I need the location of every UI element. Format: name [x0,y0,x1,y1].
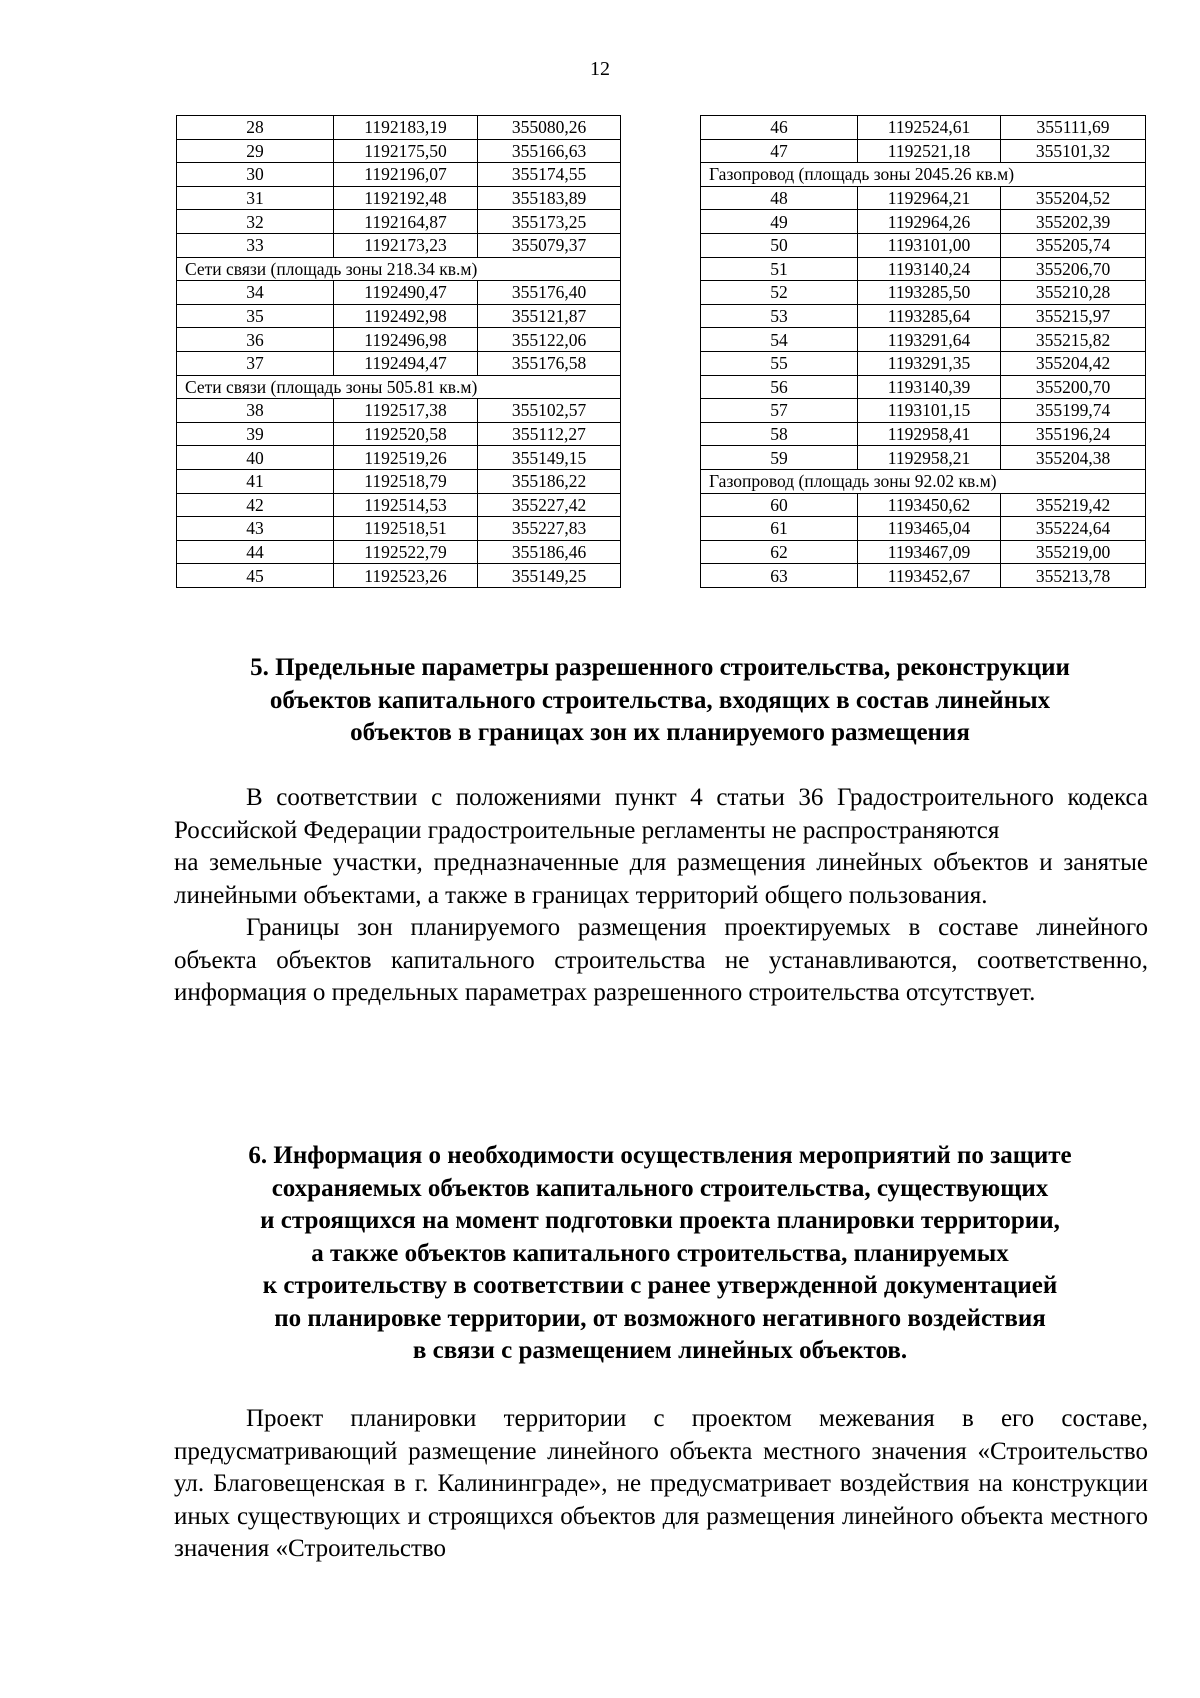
y-coordinate-cell: 355080,26 [478,116,621,140]
point-number-cell: 44 [177,540,334,564]
table-row [701,375,1146,399]
y-coordinate-cell: 355196,24 [1001,422,1146,446]
point-number-cell: 58 [701,422,858,446]
x-coordinate-cell: 1192496,98 [334,328,478,352]
point-number-cell: 33 [177,233,334,257]
point-number-cell: 46 [701,116,858,140]
x-coordinate-cell: 1192521,18 [858,139,1001,163]
table-row [701,186,1146,210]
point-number-cell: 47 [701,139,858,163]
paragraph: на земельные участки, предназначенные для размещения линейных объектов и занятые линейными объектами, а также в границах территорий общего пользования. [174,849,1148,909]
table-row [177,281,621,305]
heading-line: 6. Информация о необходимости осуществления мероприятий по защите [248,1142,1072,1169]
y-coordinate-cell: 355224,64 [1001,517,1146,541]
x-coordinate-cell: 1192964,21 [858,186,1001,210]
y-coordinate-cell: 355166,63 [478,139,621,163]
section-6-body [174,1403,1148,1566]
table-row [701,328,1146,352]
y-coordinate-cell: 355215,97 [1001,304,1146,328]
point-number-cell: 50 [701,233,858,257]
y-coordinate-cell: 355079,37 [478,233,621,257]
table-row [177,304,621,328]
x-coordinate-cell: 1192519,26 [334,446,478,470]
group-header-row [701,163,1146,187]
point-number-cell: 59 [701,446,858,470]
x-coordinate-cell: 1192520,58 [334,422,478,446]
x-coordinate-cell: 1192964,26 [858,210,1001,234]
point-number-cell: 51 [701,257,858,281]
x-coordinate-cell: 1192183,19 [334,116,478,140]
x-coordinate-cell: 1192164,87 [334,210,478,234]
x-coordinate-cell: 1193450,62 [858,493,1001,517]
y-coordinate-cell: 355213,78 [1001,564,1146,588]
heading-line: и строящихся на момент подготовки проекта планировки территории, [260,1207,1060,1234]
heading-line: а также объектов капитального строительства, планируемых [311,1239,1009,1267]
y-coordinate-cell: 355101,32 [1001,139,1146,163]
table-row [177,422,621,446]
table-row [177,493,621,517]
group-label: Сети связи (площадь зоны 218.34 кв.м) [177,257,621,281]
point-number-cell: 36 [177,328,334,352]
point-number-cell: 43 [177,517,334,541]
y-coordinate-cell: 355174,55 [478,163,621,187]
table-row [701,493,1146,517]
y-coordinate-cell: 355176,40 [478,281,621,305]
point-number-cell: 60 [701,493,858,517]
x-coordinate-cell: 1192523,26 [334,564,478,588]
y-coordinate-cell: 355102,57 [478,399,621,423]
heading-line: 5. Предельные параметры разрешенного строительства, реконструкции [250,654,1070,681]
table-row [701,422,1146,446]
x-coordinate-cell: 1193101,00 [858,233,1001,257]
y-coordinate-cell: 355215,82 [1001,328,1146,352]
table-row [701,399,1146,423]
group-label: Газопровод (площадь зоны 2045.26 кв.м) [701,163,1146,187]
group-header-row [177,375,621,399]
heading-line: в связи с размещением линейных объектов. [412,1337,908,1364]
group-header-row [177,257,621,281]
x-coordinate-cell: 1192173,23 [334,233,478,257]
table-row [701,351,1146,375]
coordinates-table-left [176,115,621,588]
y-coordinate-cell: 355173,25 [478,210,621,234]
x-coordinate-cell: 1192492,98 [334,304,478,328]
x-coordinate-cell: 1192494,47 [334,351,478,375]
point-number-cell: 48 [701,186,858,210]
x-coordinate-cell: 1192192,48 [334,186,478,210]
coordinates-table-right [700,115,1146,588]
x-coordinate-cell: 1192522,79 [334,540,478,564]
table-row [177,210,621,234]
y-coordinate-cell: 355199,74 [1001,399,1146,423]
y-coordinate-cell: 355204,42 [1001,351,1146,375]
table-row [701,139,1146,163]
heading-line: сохраняемых объектов капитального строительства, существующих [271,1174,1049,1202]
table-row [701,116,1146,140]
table-row [701,446,1146,470]
section-5-heading [170,652,1150,750]
y-coordinate-cell: 355219,00 [1001,540,1146,564]
point-number-cell: 28 [177,116,334,140]
coordinates-table-left-body [177,116,621,588]
table-row [177,564,621,588]
table-row [177,233,621,257]
table-row [177,540,621,564]
paragraph: Проект планировки территории с проектом межевания в его составе, предусматривающий размещение линейного объекта местного значения «Строительство ул. Благовещенская в г. Калининграде», не предусматривает воздействия на конструкции иных существующих и строящихся объектов для размещения линейного объекта местного значения «Строительство [174,1405,1148,1562]
point-number-cell: 53 [701,304,858,328]
point-number-cell: 57 [701,399,858,423]
table-row [177,517,621,541]
x-coordinate-cell: 1193291,35 [858,351,1001,375]
heading-line: объектов капитального строительства, входящих в состав линейных [269,686,1051,714]
y-coordinate-cell: 355205,74 [1001,233,1146,257]
point-number-cell: 39 [177,422,334,446]
point-number-cell: 37 [177,351,334,375]
heading-line: по планировке территории, от возможного негативного воздействия [274,1304,1046,1332]
point-number-cell: 63 [701,564,858,588]
table-row [177,328,621,352]
x-coordinate-cell: 1193285,50 [858,281,1001,305]
table-row [701,233,1146,257]
y-coordinate-cell: 355112,27 [478,422,621,446]
point-number-cell: 38 [177,399,334,423]
x-coordinate-cell: 1192524,61 [858,116,1001,140]
table-row [701,517,1146,541]
y-coordinate-cell: 355227,42 [478,493,621,517]
table-row [177,399,621,423]
y-coordinate-cell: 355149,25 [478,564,621,588]
point-number-cell: 41 [177,469,334,493]
point-number-cell: 40 [177,446,334,470]
y-coordinate-cell: 355183,89 [478,186,621,210]
x-coordinate-cell: 1192175,50 [334,139,478,163]
y-coordinate-cell: 355202,39 [1001,210,1146,234]
table-row [701,564,1146,588]
y-coordinate-cell: 355111,69 [1001,116,1146,140]
point-number-cell: 29 [177,139,334,163]
table-row [177,351,621,375]
y-coordinate-cell: 355204,52 [1001,186,1146,210]
table-row [701,210,1146,234]
table-row [177,163,621,187]
y-coordinate-cell: 355200,70 [1001,375,1146,399]
table-row [177,186,621,210]
point-number-cell: 61 [701,517,858,541]
y-coordinate-cell: 355206,70 [1001,257,1146,281]
x-coordinate-cell: 1192514,53 [334,493,478,517]
table-row [177,139,621,163]
point-number-cell: 56 [701,375,858,399]
x-coordinate-cell: 1192517,38 [334,399,478,423]
x-coordinate-cell: 1193291,64 [858,328,1001,352]
point-number-cell: 55 [701,351,858,375]
x-coordinate-cell: 1192518,79 [334,469,478,493]
y-coordinate-cell: 355122,06 [478,328,621,352]
point-number-cell: 31 [177,186,334,210]
heading-line: объектов в границах зон их планируемого размещения [350,719,970,746]
y-coordinate-cell: 355219,42 [1001,493,1146,517]
y-coordinate-cell: 355227,83 [478,517,621,541]
y-coordinate-cell: 355149,15 [478,446,621,470]
y-coordinate-cell: 355121,87 [478,304,621,328]
point-number-cell: 52 [701,281,858,305]
group-header-row [701,469,1146,493]
point-number-cell: 54 [701,328,858,352]
x-coordinate-cell: 1192490,47 [334,281,478,305]
y-coordinate-cell: 355176,58 [478,351,621,375]
y-coordinate-cell: 355210,28 [1001,281,1146,305]
y-coordinate-cell: 355186,46 [478,540,621,564]
table-row [177,116,621,140]
group-label: Сети связи (площадь зоны 505.81 кв.м) [177,375,621,399]
x-coordinate-cell: 1193467,09 [858,540,1001,564]
y-coordinate-cell: 355186,22 [478,469,621,493]
table-row [701,281,1146,305]
point-number-cell: 30 [177,163,334,187]
x-coordinate-cell: 1193285,64 [858,304,1001,328]
x-coordinate-cell: 1193452,67 [858,564,1001,588]
paragraph: В соответствии с положениями пункт 4 статьи 36 Градостроительного кодекса Российской Федерации градостроительные регламенты не распространяются [174,784,1148,844]
page-number: 12 [590,58,610,80]
table-row [701,540,1146,564]
section-5-body [174,782,1148,1010]
x-coordinate-cell: 1193140,39 [858,375,1001,399]
group-label: Газопровод (площадь зоны 92.02 кв.м) [701,469,1146,493]
point-number-cell: 45 [177,564,334,588]
point-number-cell: 49 [701,210,858,234]
point-number-cell: 34 [177,281,334,305]
table-row [177,469,621,493]
point-number-cell: 35 [177,304,334,328]
x-coordinate-cell: 1193465,04 [858,517,1001,541]
x-coordinate-cell: 1192196,07 [334,163,478,187]
x-coordinate-cell: 1193140,24 [858,257,1001,281]
point-number-cell: 32 [177,210,334,234]
coordinates-table-right-body [701,116,1146,588]
x-coordinate-cell: 1192958,21 [858,446,1001,470]
paragraph: Границы зон планируемого размещения проектируемых в составе линейного объекта объектов капитального строительства не устанавливаются, соответственно, информация о предельных параметрах разрешенного строительства отсутствует. [174,914,1148,1006]
x-coordinate-cell: 1192958,41 [858,422,1001,446]
point-number-cell: 62 [701,540,858,564]
x-coordinate-cell: 1192518,51 [334,517,478,541]
heading-line: к строительству в соответствии с ранее утвержденной документацией [262,1272,1058,1299]
section-6-heading [170,1140,1150,1368]
y-coordinate-cell: 355204,38 [1001,446,1146,470]
table-row [701,257,1146,281]
table-row [701,304,1146,328]
table-row [177,446,621,470]
point-number-cell: 42 [177,493,334,517]
x-coordinate-cell: 1193101,15 [858,399,1001,423]
